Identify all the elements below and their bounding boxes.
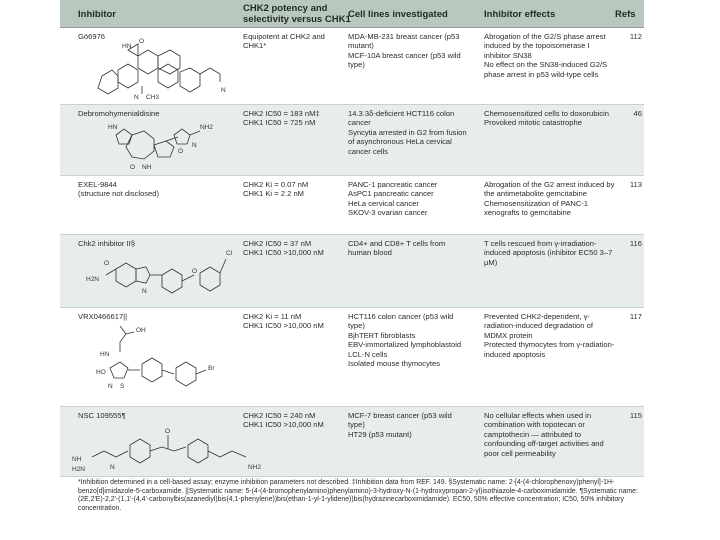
ref-cell: 116 — [629, 239, 642, 248]
table-row — [60, 308, 644, 407]
ref-cell: 46 — [633, 109, 642, 118]
structure-label: O — [104, 260, 110, 267]
ref-cell: 117 — [629, 312, 642, 321]
structure-label: N — [110, 464, 115, 471]
ref-cell: 113 — [629, 180, 642, 189]
effects-cell: T cells rescued from γ-irradiation-induced apoptosis (inhibitor EC50 3–7 μM) — [484, 239, 613, 267]
structure-label: NH2 — [248, 464, 262, 471]
inhibitor-name: Debromohymenialdisine — [78, 109, 160, 118]
effects-cell: Chemosensitized cells to doxorubicin Provoked mitotic catastrophe — [484, 109, 609, 128]
effects-cell: Prevented CHK2-dependent, γ-radiation-induced degradation of MDMX protein Protected thymocytes from γ-radiation-induced apoptosis — [484, 312, 615, 359]
inhibitor-name: VRX0466617|| — [78, 312, 128, 321]
cell-lines-cell: CD4+ and CD8+ T cells from human blood — [348, 239, 446, 258]
structure-label: NH — [72, 456, 82, 463]
structure-label: N — [192, 142, 197, 149]
chemical-structure — [82, 119, 232, 173]
table-row — [60, 28, 644, 105]
header-inhibitor: Inhibitor — [78, 9, 116, 20]
structure-label: Cl — [226, 250, 233, 257]
header-refs: Refs — [615, 9, 636, 20]
potency-cell: Equipotent at CHK2 and CHK1* — [243, 32, 325, 51]
inhibitor-name: Chk2 inhibitor II§ — [78, 239, 135, 248]
potency-cell: CHK2 Ki = 11 nM CHK1 IC50 >10,000 nM — [243, 312, 324, 331]
structure-label: OH — [136, 327, 146, 334]
structure-label: NH — [142, 164, 152, 171]
inhibitor-name: Gö6976 — [78, 32, 106, 41]
header-potency: CHK2 potency and selectivity versus CHK1 — [243, 3, 351, 25]
cell-lines-cell: HCT116 colon cancer (p53 wild type) BjhTERT fibroblasts EBV-immortalized lymphoblastoid LCL-N cells Isolated mouse thymocytes — [348, 312, 462, 369]
structure-label: N — [134, 94, 139, 101]
effects-cell: Abrogation of the G2 arrest induced by the antimetabolite gemcitabine Chemosensitization of PANC-1 xenografts to gemcitabine — [484, 180, 615, 218]
table-footnote: *Inhibition determined in a cell-based assay; enzyme inhibition parameters not described. ‡Inhibition data from REF. 149. §Systematic name: 2-[4-(4-chlorophenoxy)phenyl]-1H-benzo[d]imidazole-5-carboxamide. ||Systematic name: 5-(4-(4-bromophenylamino)phenylamino)-3-hydroxy-N-(1-hydroxypropan-2-yl)isothiazole-4-carboximidamide. ¶Systematic name: (2E,2'E)-2,2'-(1,1'-(4,4'-carbonylbis(azanediyl)bis(4,1-phenylene))bis(ethan-1-yl-1-ylidene))bis(hydrazinecarboximidamide). EC50, 50% effective concentration; IC50, 50% inhibitory concentration. — [78, 479, 638, 512]
table-row — [60, 407, 644, 477]
structure-label: O — [192, 268, 198, 275]
structure-label: S — [120, 383, 125, 390]
structure-label: O — [165, 428, 171, 435]
potency-cell: CHK2 IC50 = 183 nM‡ CHK1 IC50 = 725 nM — [243, 109, 320, 128]
structure-label: O — [139, 38, 145, 45]
structure-label: NH2 — [200, 124, 214, 131]
header-effects: Inhibitor effects — [484, 9, 556, 20]
structure-label: HN — [108, 124, 118, 131]
structure-label: N — [142, 288, 147, 295]
structure-label: HN — [100, 351, 110, 358]
chemical-structure — [82, 38, 232, 102]
ref-cell: 115 — [629, 411, 642, 420]
structure-label: HN — [122, 43, 132, 50]
chemical-structure — [76, 245, 244, 303]
header-cell-lines: Cell lines investigated — [348, 9, 448, 20]
structure-label: H2N — [72, 466, 86, 473]
effects-cell: No cellular effects when used in combination with topotecan or camptothecin — attributed to confounding off-target activities and poor cell permeability — [484, 411, 604, 458]
potency-cell: CHK2 IC50 = 240 nM CHK1 IC50 >10,000 nM — [243, 411, 324, 430]
table-row — [60, 235, 644, 308]
structure-label: HO — [96, 369, 106, 376]
cell-lines-cell: MCF-7 breast cancer (p53 wild type) HT29 (p53 mutant) — [348, 411, 452, 439]
structure-label: CH3 — [146, 94, 160, 101]
inhibitor-name: EXEL-9844 (structure not disclosed) — [78, 180, 160, 199]
table-row — [60, 105, 644, 176]
structure-label: O — [178, 148, 184, 155]
structure-label: Br — [208, 365, 215, 372]
structure-label: N — [108, 383, 113, 390]
structure-label: N — [221, 87, 226, 94]
potency-cell: CHK2 IC50 = 37 nM CHK1 IC50 >10,000 nM — [243, 239, 324, 258]
table-header — [60, 0, 644, 28]
structure-label: O — [130, 164, 136, 171]
inhibitor-name: NSC 109555¶ — [78, 411, 126, 420]
chemical-structure — [80, 322, 240, 402]
cell-lines-cell: MDA-MB-231 breast cancer (p53 mutant) MCF-10A breast cancer (p53 wild type) — [348, 32, 461, 70]
effects-cell: Abrogation of the G2/S phase arrest induced by the topoisomerase I inhibitor SN38 No effect on the SN38-induced G2/S phase arrest in p53 wild-type cells — [484, 32, 608, 79]
potency-cell: CHK2 Ki = 0.07 nM CHK1 Ki = 2.2 nM — [243, 180, 309, 199]
ref-cell: 112 — [629, 32, 642, 41]
table-row — [60, 176, 644, 235]
inhibitor-table — [60, 0, 644, 540]
structure-label: H2N — [86, 276, 100, 283]
cell-lines-cell: PANC-1 pancreatic cancer AsPC1 pancreatic cancer HeLa cervical cancer SKOV-3 ovarian cancer — [348, 180, 438, 218]
cell-lines-cell: 14.3.3δ-deficient HCT116 colon cancer Syncytia arrested in G2 from fusion of asynchronous HeLa cervical cancer cells — [348, 109, 467, 156]
